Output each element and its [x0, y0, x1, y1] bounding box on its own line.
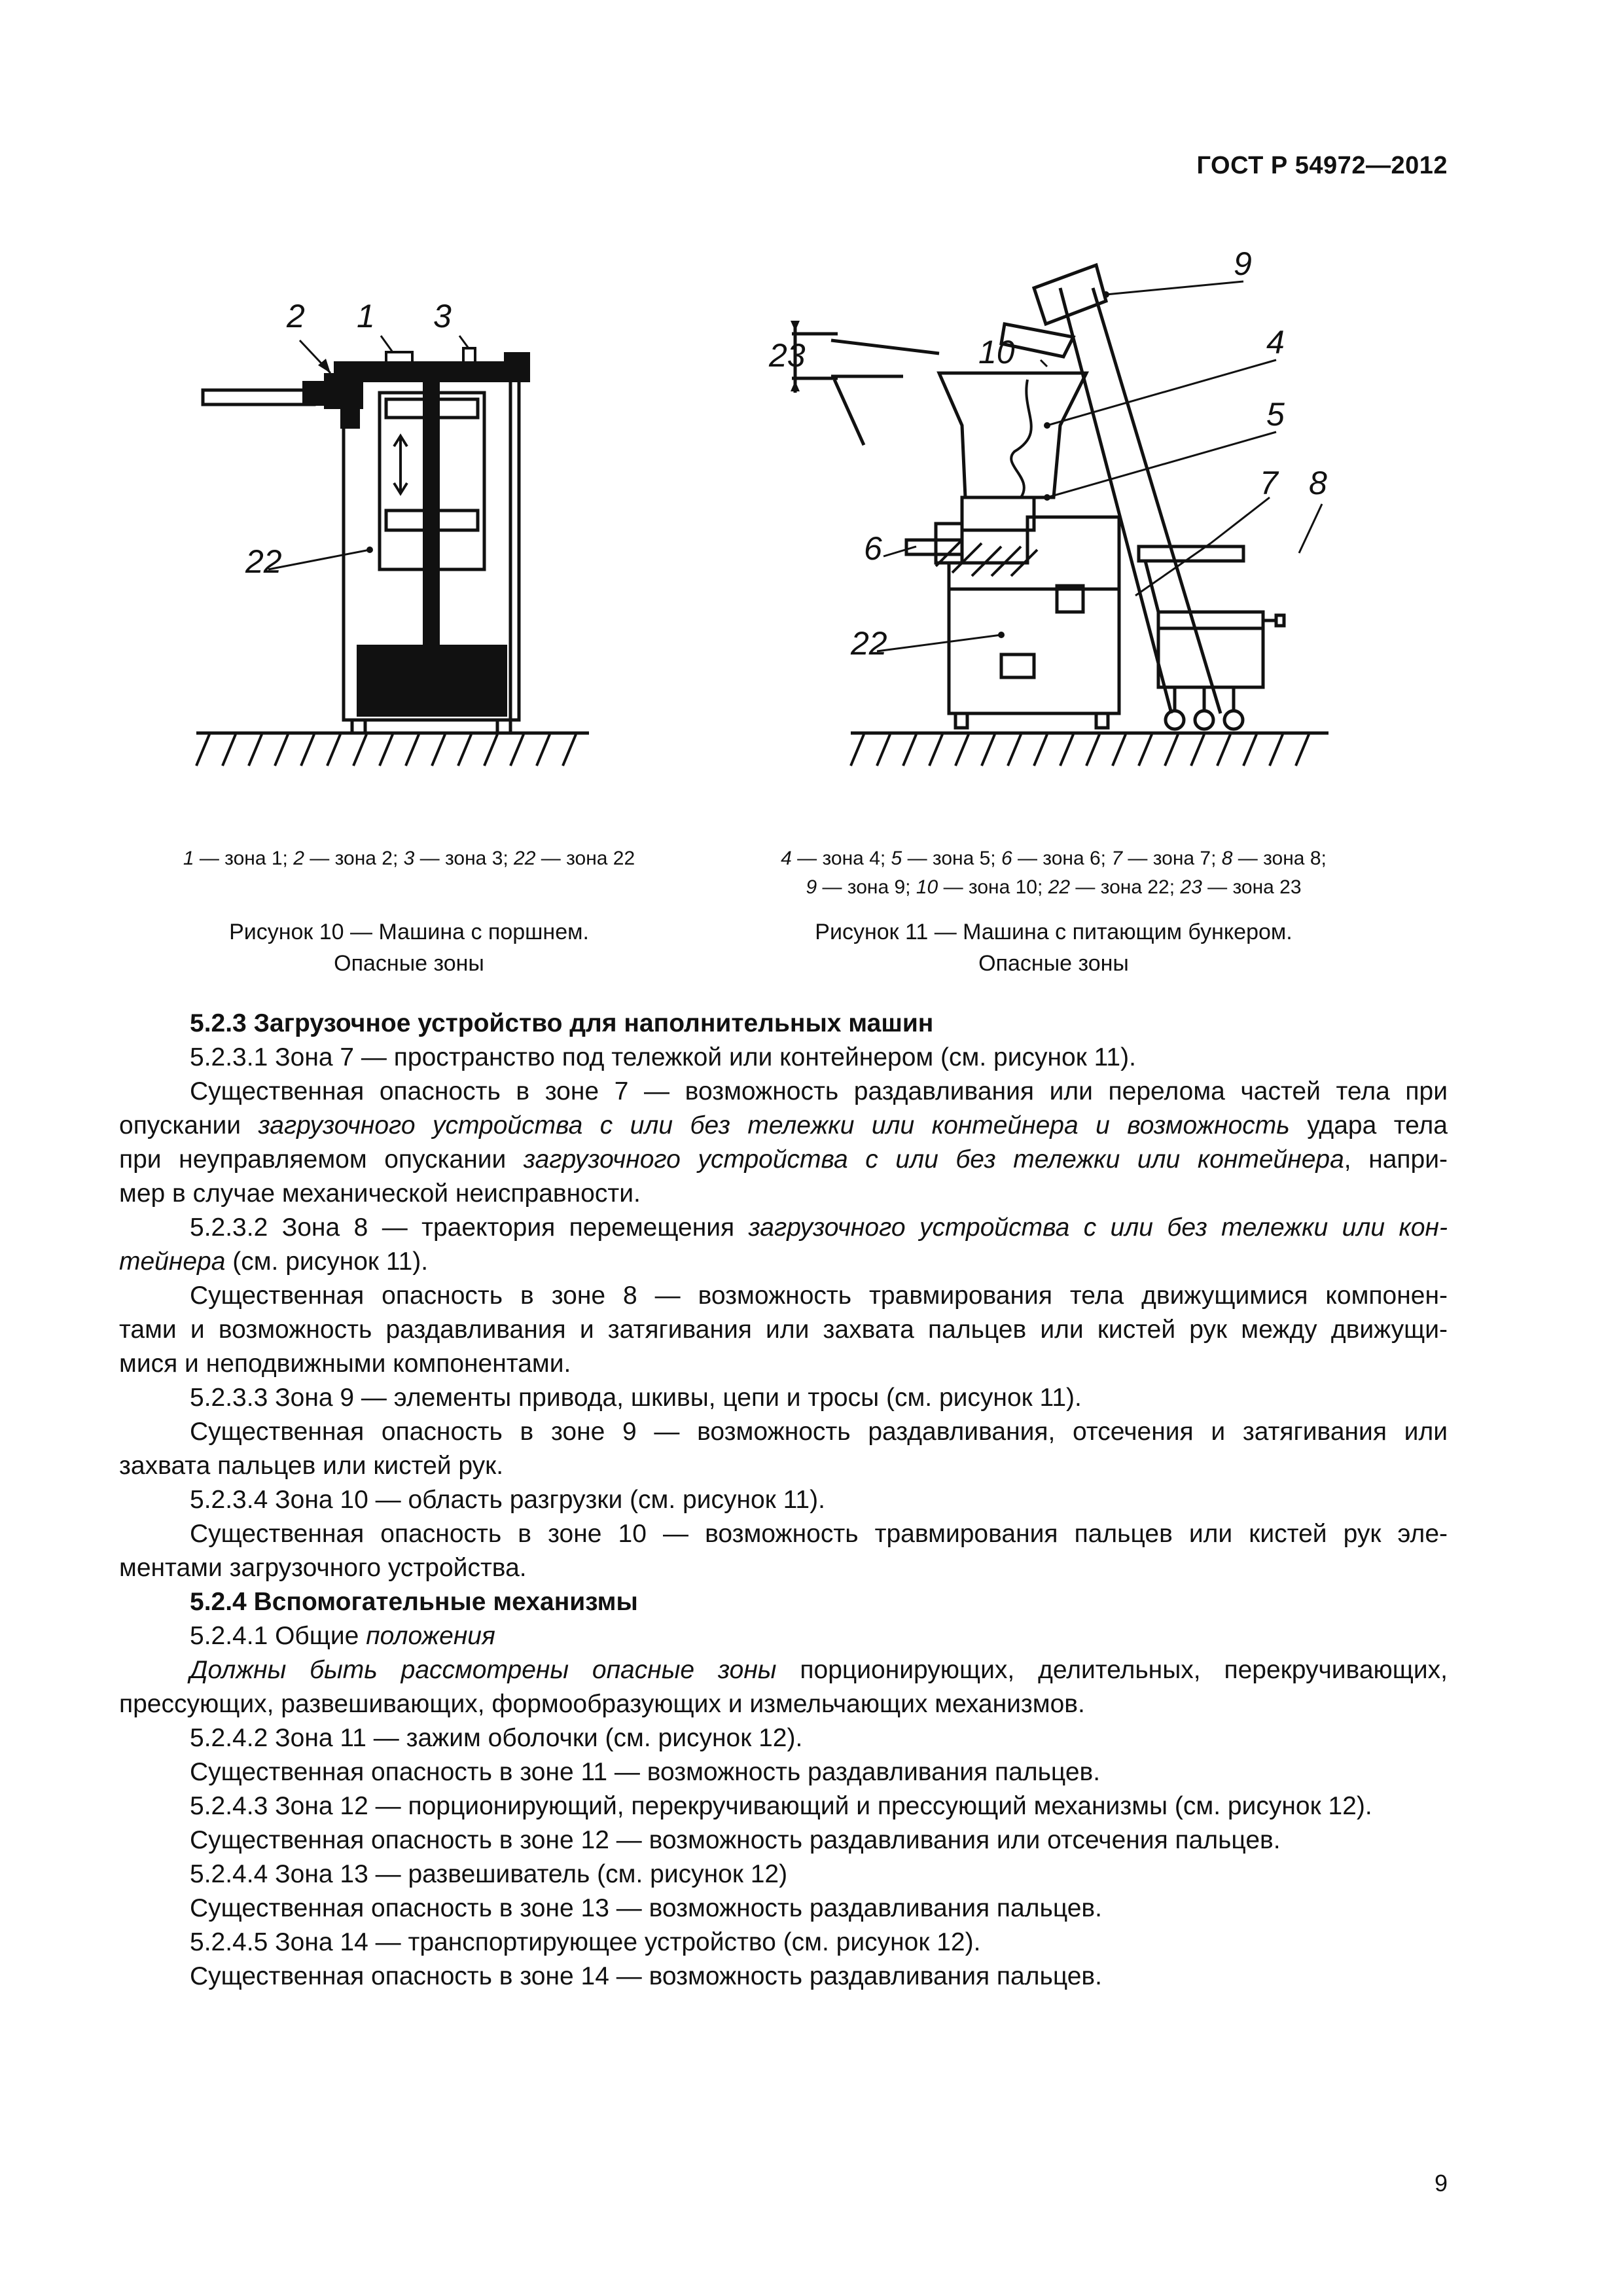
text-run: 5.2.3.2 Зона 8 — траектория перемещения — [190, 1213, 749, 1242]
paragraph-line: Существенная опасность в зоне 10 — возможность травмирования пальцев или кистей рук эле- — [190, 1520, 1448, 1548]
legend-text: — зона 7; — [1122, 848, 1222, 869]
italic-run: тейнера — [119, 1247, 226, 1276]
legend-text: — зона 9; — [817, 876, 916, 898]
legend-key: 7 — [1111, 848, 1123, 869]
hopper — [939, 373, 1086, 497]
caption-line: Рисунок 10 — Машина с поршнем. — [229, 920, 589, 944]
legend-text: — зона 3; — [414, 848, 514, 869]
paragraph-line — [119, 1143, 1448, 1177]
paragraph-line: Существенная опасность в зоне 7 — возможность раздавливания или перелома частей тела при — [190, 1077, 1448, 1105]
legend-key: 9 — [806, 876, 817, 898]
paragraph-line: прессующих, развешивающих, формообразующих и измельчающих механизмов. — [119, 1690, 1085, 1718]
ground-hatch — [196, 734, 576, 766]
text-run: порционирующих, делительных, перекручивающих, — [776, 1656, 1448, 1684]
legend-key: 8 — [1221, 848, 1233, 869]
callout-10: 10 — [978, 334, 1015, 370]
text-run: 5.2.4.1 Общие — [190, 1622, 366, 1650]
legend-key: 2 — [293, 848, 304, 869]
callout-3: 3 — [433, 298, 452, 334]
paragraph-line: Существенная опасность в зоне 8 — возможность травмирования тела движущимися компонен- — [190, 1282, 1448, 1310]
paragraph-line: захвата пальцев или кистей рук. — [119, 1452, 504, 1480]
callout-1: 1 — [357, 298, 375, 334]
legend-text: — зона 2; — [304, 848, 404, 869]
paragraph-line: Существенная опасность в зоне 12 — возможность раздавливания или отсечения пальцев. — [190, 1826, 1281, 1854]
caption-line: Опасные зоны — [978, 951, 1129, 976]
figure-10-caption — [137, 916, 681, 979]
callout-8: 8 — [1309, 465, 1327, 501]
paragraph-5-2-4-3: 5.2.4.3 Зона 12 — порционирующий, перекручивающий и прессующий механизмы (см. рисунок 12). — [190, 1792, 1372, 1820]
paragraph-5-2-4-1 — [119, 1619, 1448, 1653]
text-run: , напри- — [1344, 1145, 1448, 1174]
callout-23: 23 — [769, 337, 806, 374]
italic-run: загрузочного устройства с или без тележки или контейнера — [523, 1145, 1344, 1174]
figure-11-drawing — [740, 216, 1342, 785]
drive-block — [357, 645, 507, 717]
italic-run: загрузочного устройства с или без тележки или кон- — [748, 1213, 1448, 1242]
paragraph-5-2-3-1: 5.2.3.1 Зона 7 — пространство под тележкой или контейнером (см. рисунок 11). — [190, 1043, 1136, 1071]
paragraph-line: Существенная опасность в зоне 9 — возможность раздавливания, отсечения и затягивания или — [190, 1418, 1448, 1446]
figure-10-drawing — [190, 275, 609, 785]
paragraph-line — [119, 1653, 1448, 1687]
figure-11-caption — [726, 916, 1381, 979]
section-heading-5-2-4: 5.2.4 Вспомогательные механизмы — [190, 1588, 638, 1616]
callout-5: 5 — [1266, 396, 1285, 433]
legend-text: — зона 10; — [938, 876, 1048, 898]
legend-key: 1 — [183, 848, 194, 869]
legend-text: — зона 8; — [1232, 848, 1327, 869]
paragraph-line: мер в случае механической неисправности. — [119, 1179, 641, 1208]
page-number: 9 — [1434, 2170, 1448, 2197]
text-run: при неуправляемом опускании — [119, 1145, 524, 1174]
figure-10-piston-machine — [190, 275, 609, 785]
paragraph-5-2-3-4: 5.2.3.4 Зона 10 — область разгрузки (см. рисунок 11). — [190, 1486, 825, 1514]
paragraph-5-2-4-2: 5.2.4.2 Зона 11 — зажим оболочки (см. рисунок 12). — [190, 1724, 803, 1752]
filler-body — [949, 517, 1119, 713]
callout-22: 22 — [851, 625, 887, 662]
legend-text: — зона 23 — [1202, 876, 1302, 898]
paragraph-line: Существенная опасность в зоне 14 — возможность раздавливания пальцев. — [190, 1962, 1102, 1990]
legend-key: 22 — [514, 848, 536, 869]
legend-key: 23 — [1180, 876, 1202, 898]
legend-key: 6 — [1001, 848, 1012, 869]
text-run: удара тела — [1289, 1111, 1448, 1139]
ground-hatch — [851, 734, 1309, 766]
text-run: (см. рисунок 11). — [225, 1247, 429, 1276]
paragraph-line — [119, 1109, 1448, 1143]
callout-6: 6 — [864, 530, 882, 567]
document-body — [119, 1007, 1448, 1994]
text-run: опускании — [119, 1111, 259, 1139]
callout-4: 4 — [1266, 324, 1285, 361]
nozzle — [203, 390, 314, 404]
paragraph-5-2-3-3: 5.2.3.3 Зона 9 — элементы привода, шкивы, цепи и тросы (см. рисунок 11). — [190, 1384, 1082, 1412]
legend-key: 3 — [403, 848, 415, 869]
legend-key: 10 — [916, 876, 938, 898]
legend-key: 4 — [781, 848, 792, 869]
legend-text: — зона 6; — [1012, 848, 1112, 869]
paragraph-5-2-3-2 — [119, 1211, 1448, 1245]
caption-line: Опасные зоны — [334, 951, 484, 976]
figure-11-legend — [726, 844, 1381, 902]
figure-11-hopper-machine — [740, 216, 1342, 785]
paragraph-line: Существенная опасность в зоне 11 — возможность раздавливания пальцев. — [190, 1758, 1101, 1786]
document-standard-number: ГОСТ Р 54972—2012 — [1196, 152, 1448, 179]
italic-run: загрузочного устройства с или без тележки или контейнера и возможность — [258, 1111, 1290, 1139]
caption-line: Рисунок 11 — Машина с питающим бункером. — [815, 920, 1293, 944]
legend-text: — зона 1; — [194, 848, 294, 869]
paragraph-5-2-4-5: 5.2.4.5 Зона 14 — транспортирующее устройство (см. рисунок 12). — [190, 1928, 981, 1956]
callout-9: 9 — [1234, 245, 1252, 282]
legend-key: 5 — [891, 848, 902, 869]
italic-run: Должны быть рассмотрены опасные зоны — [190, 1656, 777, 1684]
section-heading-5-2-3: 5.2.3 Загрузочное устройство для наполнительных машин — [190, 1009, 934, 1037]
piston-rod — [423, 380, 440, 655]
callout-22: 22 — [245, 543, 282, 580]
figure-10-legend — [137, 844, 681, 873]
legend-text: — зона 5; — [902, 848, 1001, 869]
paragraph-line: ментами загрузочного устройства. — [119, 1554, 527, 1582]
italic-run: положения — [366, 1622, 495, 1650]
paragraph-line: тами и возможность раздавливания и затягивания или захвата пальцев или кистей рук между движущи- — [119, 1316, 1448, 1344]
legend-text: — зона 4; — [791, 848, 891, 869]
paragraph-5-2-4-4: 5.2.4.4 Зона 13 — развешиватель (см. рисунок 12) — [190, 1860, 788, 1888]
callout-2: 2 — [287, 298, 305, 334]
paragraph-line: Существенная опасность в зоне 13 — возможность раздавливания пальцев. — [190, 1894, 1102, 1922]
paragraph-line — [119, 1245, 1448, 1279]
paragraph-line: мися и неподвижными компонентами. — [119, 1350, 571, 1378]
legend-text: — зона 22; — [1070, 876, 1181, 898]
legend-key: 22 — [1048, 876, 1071, 898]
callout-7: 7 — [1260, 465, 1278, 501]
legend-text: — зона 22 — [535, 848, 635, 869]
